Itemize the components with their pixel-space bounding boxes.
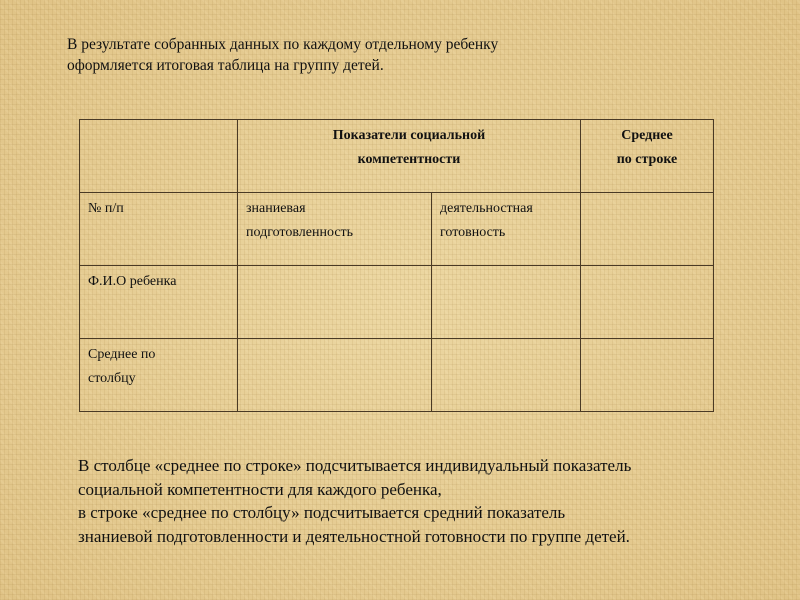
cell-label: знаниевая bbox=[246, 201, 306, 216]
cell-label: столбцу bbox=[88, 371, 136, 386]
social-competence-header bbox=[238, 120, 581, 193]
cell-label: подготовленность bbox=[246, 225, 354, 240]
empty-cell bbox=[238, 266, 432, 339]
explanation-paragraph bbox=[78, 454, 768, 548]
knowledge-cell bbox=[238, 193, 432, 266]
header-text-line: компетентности bbox=[357, 152, 461, 167]
column-average-cell bbox=[80, 339, 238, 412]
cell-label: Среднее по bbox=[88, 347, 156, 362]
header-text-line: по строке bbox=[616, 152, 678, 167]
cell-label: Ф.И.О ребенка bbox=[88, 274, 177, 289]
empty-cell bbox=[581, 193, 714, 266]
empty-cell bbox=[432, 339, 581, 412]
row-average-header bbox=[581, 120, 714, 193]
empty-corner-cell bbox=[80, 120, 238, 193]
outro-line-1: В столбце «среднее по строке» подсчитывается индивидуальный показатель bbox=[78, 456, 632, 475]
outro-line-2: социальной компетентности для каждого ребенка, bbox=[78, 479, 442, 499]
empty-cell bbox=[581, 339, 714, 412]
table-header-row bbox=[80, 120, 714, 193]
intro-paragraph bbox=[67, 34, 627, 76]
child-name-cell bbox=[80, 266, 238, 339]
cell-label: готовность bbox=[440, 225, 506, 240]
empty-cell bbox=[581, 266, 714, 339]
outro-line-4: знаниевой подготовленности и деятельностной готовности по группе детей. bbox=[78, 526, 630, 546]
summary-table bbox=[79, 119, 714, 412]
row-number-cell bbox=[80, 193, 238, 266]
cell-label: деятельностная bbox=[440, 201, 533, 216]
cell-label: № п/п bbox=[88, 201, 124, 216]
outro-line-3: в строке «среднее по столбцу» подсчитывается средний показатель bbox=[78, 503, 566, 522]
activity-cell bbox=[432, 193, 581, 266]
table-row bbox=[80, 339, 714, 412]
empty-cell bbox=[432, 266, 581, 339]
header-text-line: Среднее bbox=[621, 128, 673, 143]
intro-line-2: оформляется итоговая таблица на группу детей. bbox=[67, 57, 384, 74]
empty-cell bbox=[238, 339, 432, 412]
table-row bbox=[80, 193, 714, 266]
table-row bbox=[80, 266, 714, 339]
intro-line-1: В результате собранных данных по каждому отдельному ребенку bbox=[67, 36, 499, 53]
header-text-line: Показатели социальной bbox=[332, 128, 486, 143]
